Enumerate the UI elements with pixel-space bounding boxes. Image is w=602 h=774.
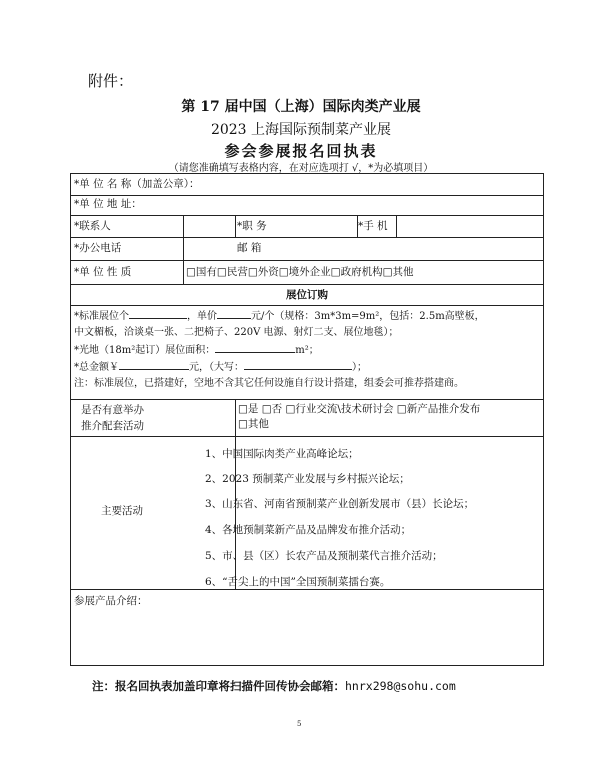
postcode-label: 邮 箱 [237,242,262,254]
activity-item: 6、“舌尖上的中国”全国预制菜擂台赛。 [205,576,391,588]
promo-other-option[interactable]: □其他 [238,418,269,430]
registration-form [70,173,544,666]
contact-label: *联系人 [74,220,111,232]
promo-label-2: 推介配套活动 [81,420,144,432]
activity-item: 3、山东省、河南省预制菜产业创新发展市（县）长论坛； [205,498,475,510]
booth-price-input[interactable] [217,309,251,319]
activities-label: 主要活动 [101,505,143,517]
unit-address-field[interactable]: *单 位 地 址： [74,198,142,210]
booth-line-1: *标准展位个 ，单价 元/个（规格：3m*3m=9m²，包括：2.5m高壁板， [74,311,485,322]
attachment-label: 附件： [88,72,134,90]
products-intro-field[interactable]: 参展产品介绍： [74,595,148,607]
booth-count-input[interactable] [129,309,187,319]
title-line-2: 2023 上海国际预制菜产业展 [210,122,392,138]
activity-item: 5、市、县（区）长农产品及预制菜代言推介活动； [205,550,443,562]
activity-item: 1、中国国际肉类产业高峰论坛； [205,448,359,460]
form-title: 参会参展报名回执表 [224,142,378,160]
booth-line-4: *总金额￥ 元，（大写： ）； [74,362,367,373]
booth-line-2: 中文楣板，洽谈桌一张、二把椅子、220V 电源、射灯二支、展位地毯）； [74,327,399,338]
title-line-1: 第 17 届中国（上海）国际肉类产业展 [181,99,421,115]
mobile-label: *手 机 [358,220,388,232]
amount-in-words-input[interactable] [244,360,352,370]
promo-options[interactable]: □是 □否 □行业交流\技术研讨会 □新产品推介发布 [238,403,481,415]
unit-nature-label: *单 位 性 质 [74,266,132,278]
total-amount-input[interactable] [119,360,189,370]
position-label: *职 务 [237,220,267,232]
unit-nature-checkboxes[interactable]: □国有□民营□外资□境外企业□政府机构□其他 [186,266,414,278]
footer-note-text: 注：报名回执表加盖印章将扫描件回传协会邮箱： [92,679,345,693]
office-phone-label: *办公电话 [74,242,122,254]
activity-item: 4、各地预制菜新产品及品牌发布推介活动； [205,524,412,536]
unit-name-field[interactable]: *单 位 名 称（加盖公章）： [74,178,200,190]
booth-line-3: *光地（18m²起订）展位面积： m²； [74,345,319,356]
activity-item: 2、2023 预制菜产业发展与乡村振兴论坛； [205,473,410,485]
footer-note [92,678,456,694]
contact-email[interactable]: hnrx298@sohu.com [345,679,456,693]
booth-section-header: 展位订购 [286,289,328,301]
raw-space-area-input[interactable] [215,343,295,353]
promo-label-1: 是否有意举办 [81,404,144,416]
booth-note: 注：标准展位，已搭建好，空地不含其它任何设施自行设计搭建，组委会可推荐搭建商。 [74,378,464,389]
instruction-note: （请您准确填写表格内容，在对应选项打 √，*为必填项目） [168,163,434,174]
page-number: 5 [297,720,302,728]
